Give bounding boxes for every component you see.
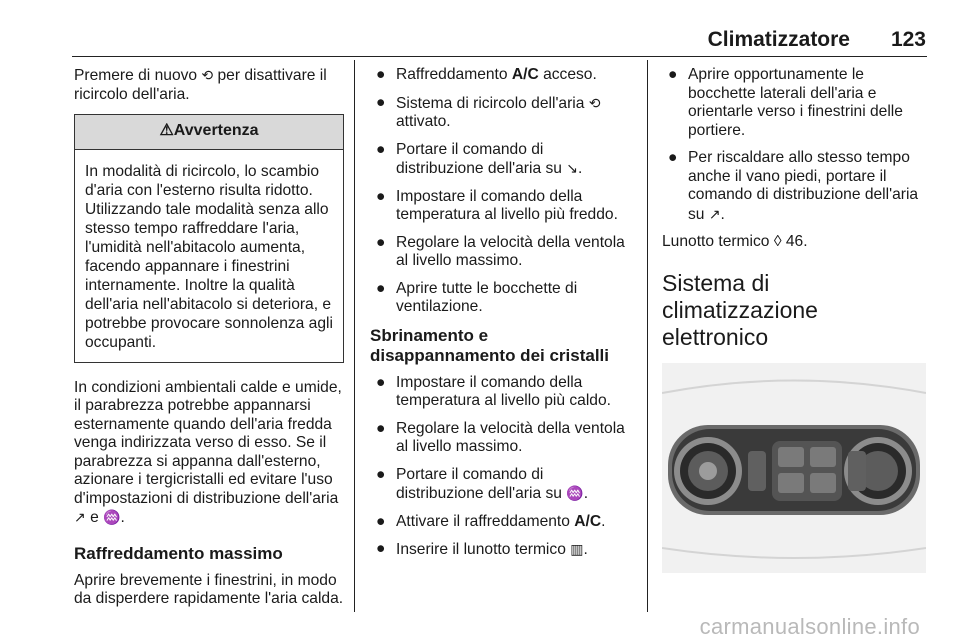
section-title-electronic-climate: Sistema di climatizzazione elettronico (662, 269, 818, 350)
warning-text: In modalità di ricircolo, lo scambio d'aria con l'esterno risulta ridotto. Utilizzando tale modalità senza allo stesso tempo raffreddare l'aria, l'umidità nell'abitacolo aumenta, facendo appannare i finestrini internamente. Inoltre la qualità dell'aria nell'abitacolo si deteriora, e potrebbe provocare sonnolenza agli occupanti. (85, 162, 333, 351)
reference-arrow-icon: ◊ (773, 233, 782, 250)
list-item: ● Impostare il comando della temperatura al livello più freddo. (376, 187, 618, 223)
column-divider-2 (647, 60, 648, 612)
rear-window-reference: Lunotto termico ◊ 46. (662, 233, 808, 250)
bullet: ● (376, 187, 386, 205)
list-item: ● Portare il comando di distribuzione dell'aria su ↘. (376, 140, 583, 177)
max-cooling-paragraph: Aprire brevemente i finestrini, in modo da disperdere rapidamente l'aria calda. (74, 571, 344, 607)
bullet: ● (668, 66, 678, 83)
bullet: ● (376, 373, 386, 391)
intro-paragraph: Premere di nuovo ⟲ per disattivare il ricircolo dell'aria. (74, 67, 327, 103)
feet-windscreen-icon: ↗ (74, 509, 86, 525)
recirculation-icon: ⟲ (201, 67, 214, 83)
defrost-steps-continued (662, 66, 926, 224)
watermark: carmanualsonline.info (699, 614, 920, 639)
page-number: 123 (890, 28, 926, 51)
column-3 (662, 66, 926, 573)
bullet: ● (376, 93, 386, 111)
list-item: ● Aprire opportunamente le bocchette laterali dell'aria e orientarle verso i finestrini delle portiere. (668, 66, 903, 139)
list-item: ● Aprire tutte le bocchette di ventilazione. (376, 279, 578, 315)
bullet: ● (376, 279, 386, 297)
face-vent-icon: ↘ (566, 160, 579, 176)
list-item: ● Attivare il raffreddamento A/C. (376, 512, 606, 530)
warning-header (75, 115, 343, 150)
section-heading-max-cooling: Raffreddamento massimo (74, 543, 283, 563)
max-cooling-steps (370, 66, 634, 317)
bullet: ● (376, 66, 386, 83)
recirculation-icon: ⟲ (588, 94, 601, 111)
list-item: ● Portare il comando di distribuzione dell'aria su ♒. (376, 465, 589, 502)
bullet: ● (668, 149, 678, 166)
bullet: ● (376, 140, 386, 158)
header-rule (72, 56, 927, 57)
list-item: ● Per riscaldare allo stesso tempo anche il vano piedi, portare il comando di distribuzione dell'aria su ↗. (668, 149, 919, 223)
warning-icon: ⚠ (159, 122, 174, 139)
bullet: ● (376, 512, 386, 530)
page-header (0, 28, 960, 54)
rear-defrost-icon: ▥ (570, 541, 584, 557)
column-divider-1 (354, 60, 355, 612)
column-2 (370, 66, 634, 569)
condensation-paragraph: In condizioni ambientali calde e umide, il parabrezza potrebbe appannarsi esternamente quando dell'aria fredda venga indirizzata verso di esso. Se il parabrezza si appanna dall'esterno, azionare i tergicristalli ed evitare l'uso d'impostazioni di distribuzione dell'aria ↗ e ♒. (74, 378, 342, 526)
section-heading-defrost: Sbrinamento e disappannamento dei cristalli (370, 325, 610, 365)
list-item: ● Raffreddamento A/C acceso. (376, 66, 597, 83)
column-1 (74, 66, 344, 609)
list-item: ● Inserire il lunotto termico ▥. (376, 540, 588, 558)
feet-windscreen-icon: ↗ (708, 205, 721, 222)
page-title: Climatizzatore (707, 28, 850, 51)
list-item: ● Sistema di ricircolo dell'aria ⟲ attivato. (376, 93, 601, 130)
warning-box (74, 114, 344, 363)
list-item: ● Impostare il comando della temperatura al livello più caldo. (376, 373, 611, 409)
list-item: ● Regolare la velocità della ventola al livello massimo. (376, 419, 625, 455)
list-item: ● Regolare la velocità della ventola al livello massimo. (376, 233, 625, 269)
defrost-icon: ♒ (103, 509, 121, 525)
bullet: ● (376, 233, 386, 251)
climate-control-panel-image (662, 363, 926, 573)
bullet: ● (376, 540, 386, 557)
defrost-icon: ♒ (566, 485, 584, 501)
bullet: ● (376, 465, 386, 483)
bullet: ● (376, 419, 386, 437)
defrost-steps (370, 374, 634, 560)
warning-title: Avvertenza (173, 122, 259, 139)
